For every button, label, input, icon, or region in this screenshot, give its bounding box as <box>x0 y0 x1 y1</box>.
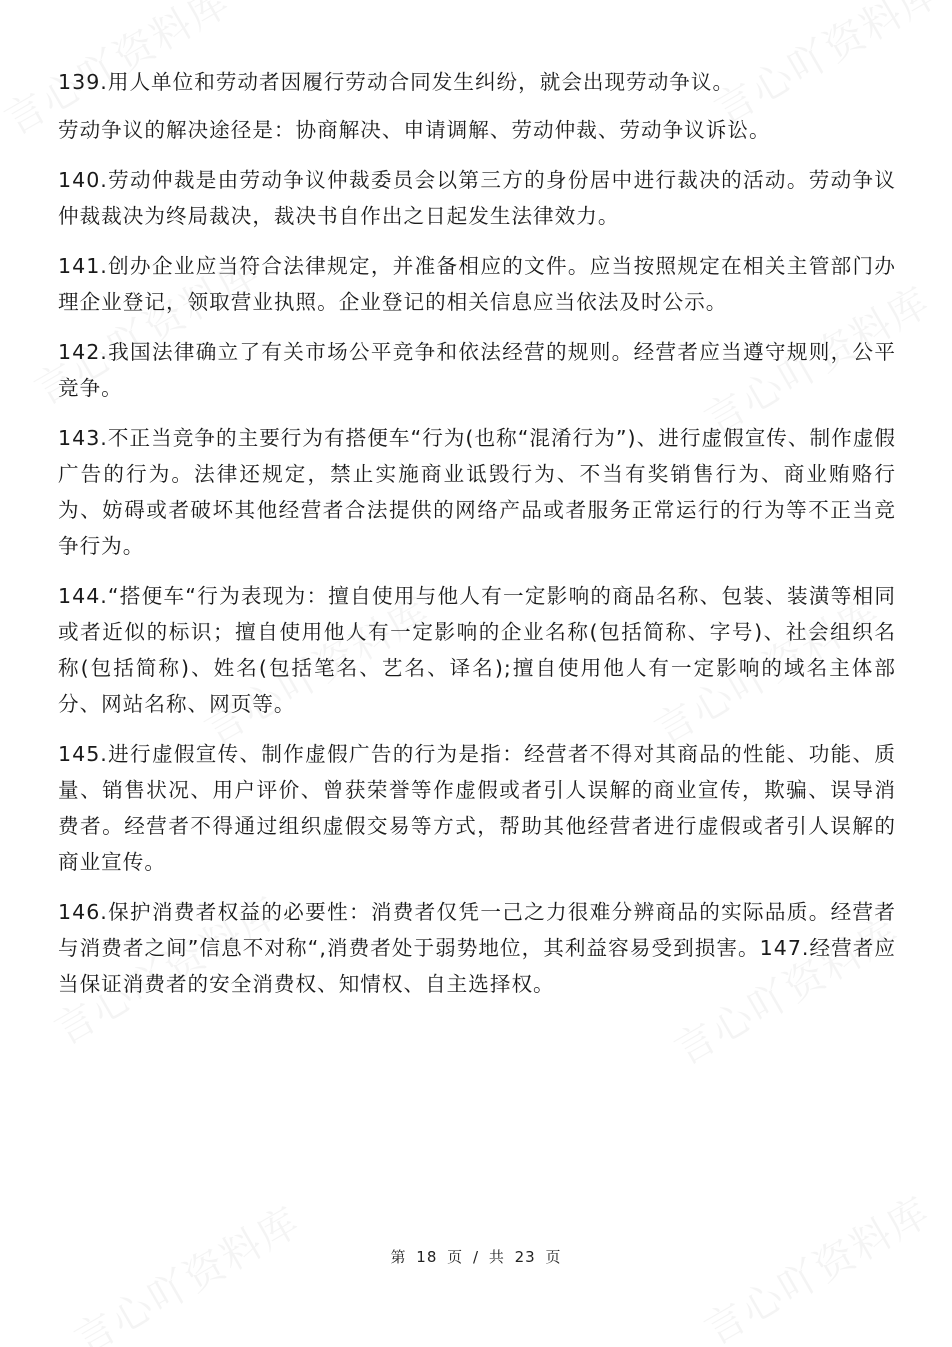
watermark <box>63 1191 310 1347</box>
paragraph-144: 144.“搭便车“行为表现为：擅自使用与他人有一定影响的商品名称、包装、装潢等相同或者近似的标识；擅自使用他人有一定影响的企业名称(包括简称、字号)、社会组织名称(包括简称)、姓名(包括笔名、艺名、译名);擅自使用他人有一定影响的域名主体部分、网站名称、网页等。 <box>58 584 896 716</box>
footer-total-prefix: 共 <box>488 1248 505 1266</box>
document-body <box>58 64 896 1016</box>
paragraph-142: 142.我国法律确立了有关市场公平竞争和依法经营的规则。经营者应当遵守规则，公平竞争。 <box>58 340 896 400</box>
paragraph-139-cont: 劳动争议的解决途径是：协商解决、申请调解、劳动仲裁、劳动争议诉讼。 <box>58 118 771 142</box>
paragraph-146-147: 146.保护消费者权益的必要性：消费者仅凭一己之力很难分辨商品的实际品质。经营者与消费者之间”信息不对称“,消费者处于弱势地位，其利益容易受到损害。147.经营者应当保证消费者的安全消费权、知情权、自主选择权。 <box>58 900 896 996</box>
footer-page-label: 页 <box>447 1248 464 1266</box>
paragraph-143: 143.不正当竞争的主要行为有搭便车“行为(也称“混淆行为”)、进行虚假宣传、制作虚假广告的行为。法律还规定，禁止实施商业诋毁行为、不当有奖销售行为、商业贿赂行为、妨碍或者破坏其他经营者合法提供的网络产品或者服务正常运行的行为等不正当竞争行为。 <box>58 426 896 558</box>
footer-current-page: 18 <box>416 1248 438 1266</box>
footer-prefix: 第 <box>390 1248 407 1266</box>
paragraph-145: 145.进行虚假宣传、制作虚假广告的行为是指：经营者不得对其商品的性能、功能、质量、销售状况、用户评价、曾获荣誉等作虚假或者引人误解的商业宣传，欺骗、误导消费者。经营者不得通过组织虚假交易等方式，帮助其他经营者进行虚假或者引人误解的商业宣传。 <box>58 742 896 874</box>
footer-total-pages: 23 <box>514 1248 536 1266</box>
paragraph-139: 139.用人单位和劳动者因履行劳动合同发生纠纷，就会出现劳动争议。 <box>58 70 735 94</box>
page-footer <box>0 1246 952 1267</box>
paragraph-141: 141.创办企业应当符合法律规定，并准备相应的文件。应当按照规定在相关主管部门办理企业登记，领取营业执照。企业登记的相关信息应当依法及时公示。 <box>58 254 896 314</box>
footer-separator: / <box>472 1248 480 1266</box>
footer-total-label: 页 <box>545 1248 562 1266</box>
paragraph-140: 140.劳动仲裁是由劳动争议仲裁委员会以第三方的身份居中进行裁决的活动。劳动争议仲裁裁决为终局裁决，裁决书自作出之日起发生法律效力。 <box>58 168 896 228</box>
